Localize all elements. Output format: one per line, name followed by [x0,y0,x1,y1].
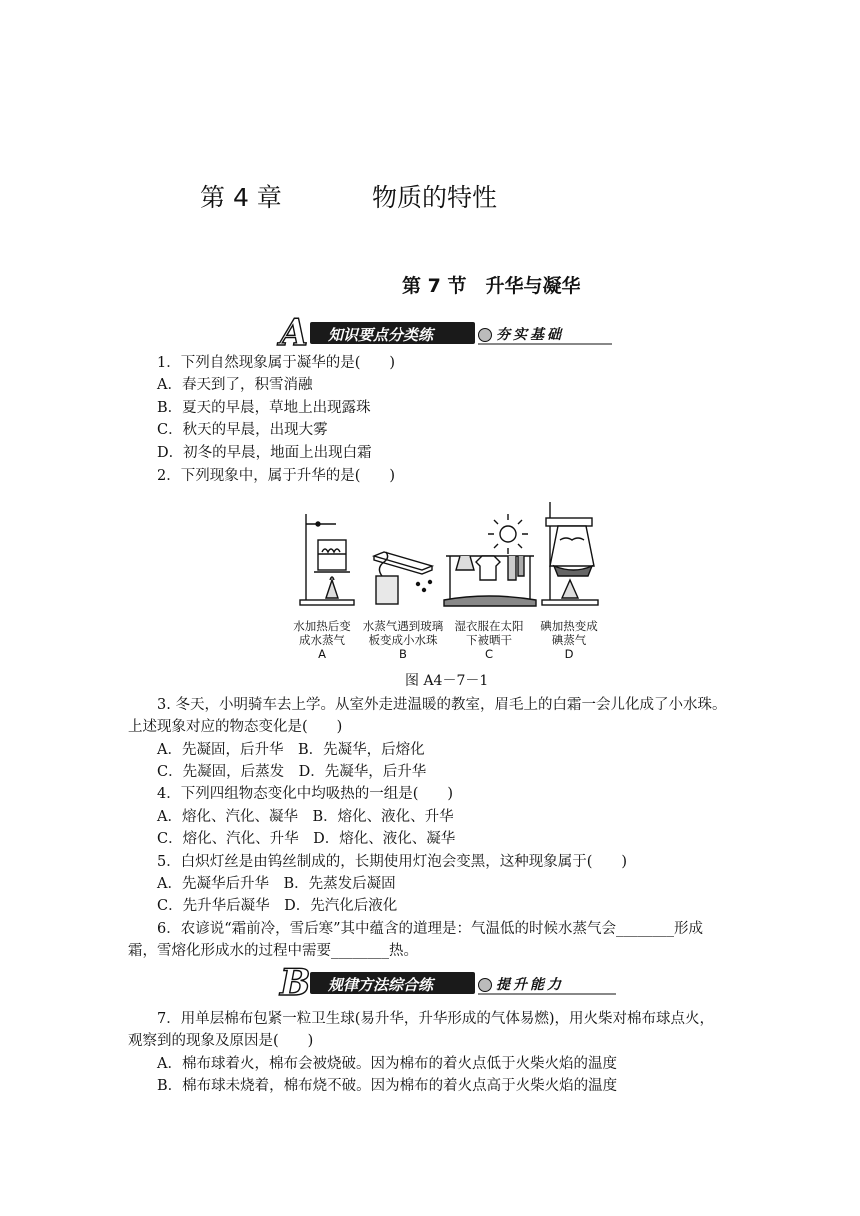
banner-comprehensive-practice [280,962,620,1004]
caption-c-line1: 湿衣服在太阳 [454,619,524,633]
banner-tag: 提升能力 [496,977,564,993]
q7-option-b: B．棉布球未烧着，棉布烧不破。因为棉布的着火点高于火柴火焰的温度 [157,1078,618,1094]
caption-b-line1: 水蒸气遇到玻璃 [362,619,444,633]
q3-options-cd: C．先凝固，后蒸发 D．先凝华，后升华 [157,764,427,780]
q6-line2: 霜，雪熔化形成水的过程中需要________热。 [128,943,418,959]
figure-caption-a [292,619,352,661]
q7-line1: 7．用单层棉布包紧一粒卫生球(易升华，升华形成的气体易燃)，用火柴对棉布球点火， [157,1011,715,1027]
caption-d-line2: 碘蒸气 [551,633,587,647]
caption-c-line2: 下被晒干 [466,633,512,647]
figure-caption-d [534,619,604,661]
caption-c-letter: C [484,647,494,661]
banner-underline [478,993,616,995]
q1-stem: 1．下列自然现象属于凝华的是( ) [157,355,396,371]
q6-line1: 6．农谚说“霜前冷，雪后寒”其中蕴含的道理是：气温低的时候水蒸气会________形成 [157,921,704,937]
caption-d-line1: 碘加热变成 [540,619,598,633]
q3-stem-line1: 3. 冬天，小明骑车去上学。从室外走进温暖的教室，眉毛上的白霜一会儿化成了小水珠。 [157,697,727,713]
figure-d-iodine-heating [542,502,598,605]
section-title: 第 7 节 升华与凝华 [402,275,581,297]
banner-underline [478,343,612,345]
banner-main-text: 规律方法综合练 [328,976,434,994]
figure-b-glass-plate [374,552,432,604]
q1-option-b: B．夏天的早晨，草地上出现露珠 [157,400,371,416]
caption-a-line2: 成水蒸气 [299,633,345,647]
banner-letter: B [280,962,311,1004]
caption-d-letter: D [564,647,574,661]
q1-option-d: D．初冬的早晨，地面上出现白霜 [157,445,372,461]
banner-letter: A [280,312,308,354]
q4-options-ab: A．熔化、汽化、凝华 B．熔化、液化、升华 [157,809,454,825]
banner-main-text: 知识要点分类练 [328,326,434,344]
q4-options-cd: C．熔化、汽化、升华 D．熔化、液化、凝华 [157,831,456,847]
q4-stem: 4．下列四组物态变化中均吸热的一组是( ) [157,786,454,802]
bullet-icon [478,328,492,342]
q3-stem-line2: 上述现象对应的物态变化是( ) [128,719,343,735]
figure-caption-b [362,619,444,661]
figure-c-clothes-line [444,514,536,606]
caption-b-letter: B [399,647,407,661]
q3-options-ab: A．先凝固，后升华 B．先凝华，后熔化 [157,742,425,758]
bullet-icon [478,978,492,992]
figure-a-beaker-stand [300,514,354,605]
banner-basic-practice [280,312,615,354]
chapter-number: 第 4 章 [200,183,282,212]
q5-options-cd: C．先升华后凝华 D．先汽化后液化 [157,898,398,914]
caption-b-line2: 板变成小水珠 [368,633,438,647]
caption-a-letter: A [318,647,326,661]
caption-a-line1: 水加热后变 [293,619,351,633]
q2-stem: 2．下列现象中，属于升华的是( ) [157,468,396,484]
q5-options-ab: A．先凝华后升华 B．先蒸发后凝固 [157,876,396,892]
figure-title: 图 A4－7－1 [405,673,489,689]
q1-option-c: C．秋天的早晨，出现大雾 [157,422,328,438]
q5-stem: 5．白炽灯丝是由钨丝制成的，长期使用灯泡会变黑，这种现象属于( ) [157,854,628,870]
q1-option-a: A．春天到了，积雪消融 [157,377,313,393]
chapter-title: 物质的特性 [372,183,498,212]
q7-option-a: A．棉布球着火，棉布会被烧破。因为棉布的着火点低于火柴火焰的温度 [157,1056,617,1072]
q7-line2: 观察到的现象及原因是( ) [128,1033,314,1049]
figure-caption-c [452,619,526,661]
banner-tag: 夯实基础 [496,327,564,343]
